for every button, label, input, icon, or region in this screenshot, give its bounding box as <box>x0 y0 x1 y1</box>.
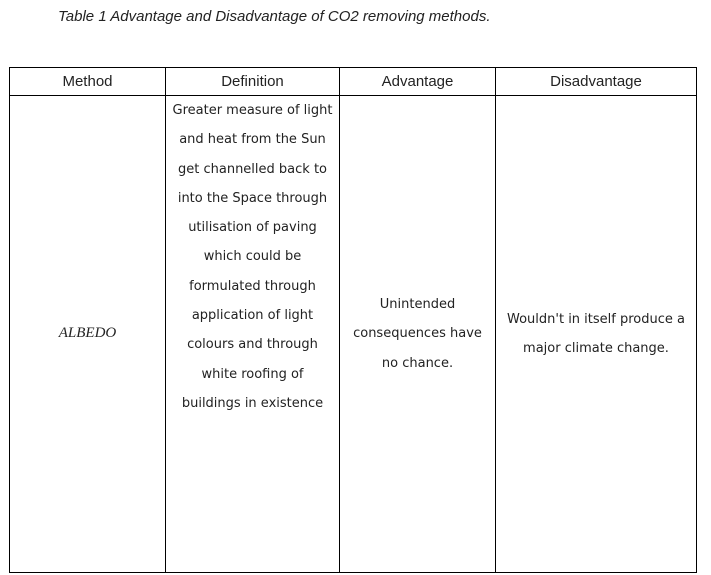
advantage-text: Unintended consequences have no chance. <box>353 297 482 371</box>
header-method: Method <box>10 68 166 96</box>
table-header-row <box>10 68 697 96</box>
methods-table <box>9 67 697 573</box>
disadvantage-text: Wouldn't in itself produce a major climate change. <box>507 311 685 356</box>
cell-method <box>10 96 166 573</box>
header-disadvantage: Disadvantage <box>496 68 697 96</box>
header-definition: Definition <box>166 68 340 96</box>
method-text: ALBEDO <box>58 325 117 342</box>
header-advantage: Advantage <box>340 68 496 96</box>
table-row <box>10 96 697 573</box>
table-caption: Table 1 Advantage and Disadvantage of CO2 removing methods. <box>58 8 491 25</box>
cell-advantage <box>340 96 496 573</box>
cell-definition <box>166 96 340 573</box>
definition-text: Greater measure of light and heat from the Sun get channelled back to into the Space through utilisation of paving which could be formulated through application of light colours and through white roofing of buildings in existence <box>172 103 333 411</box>
cell-disadvantage <box>496 96 697 573</box>
